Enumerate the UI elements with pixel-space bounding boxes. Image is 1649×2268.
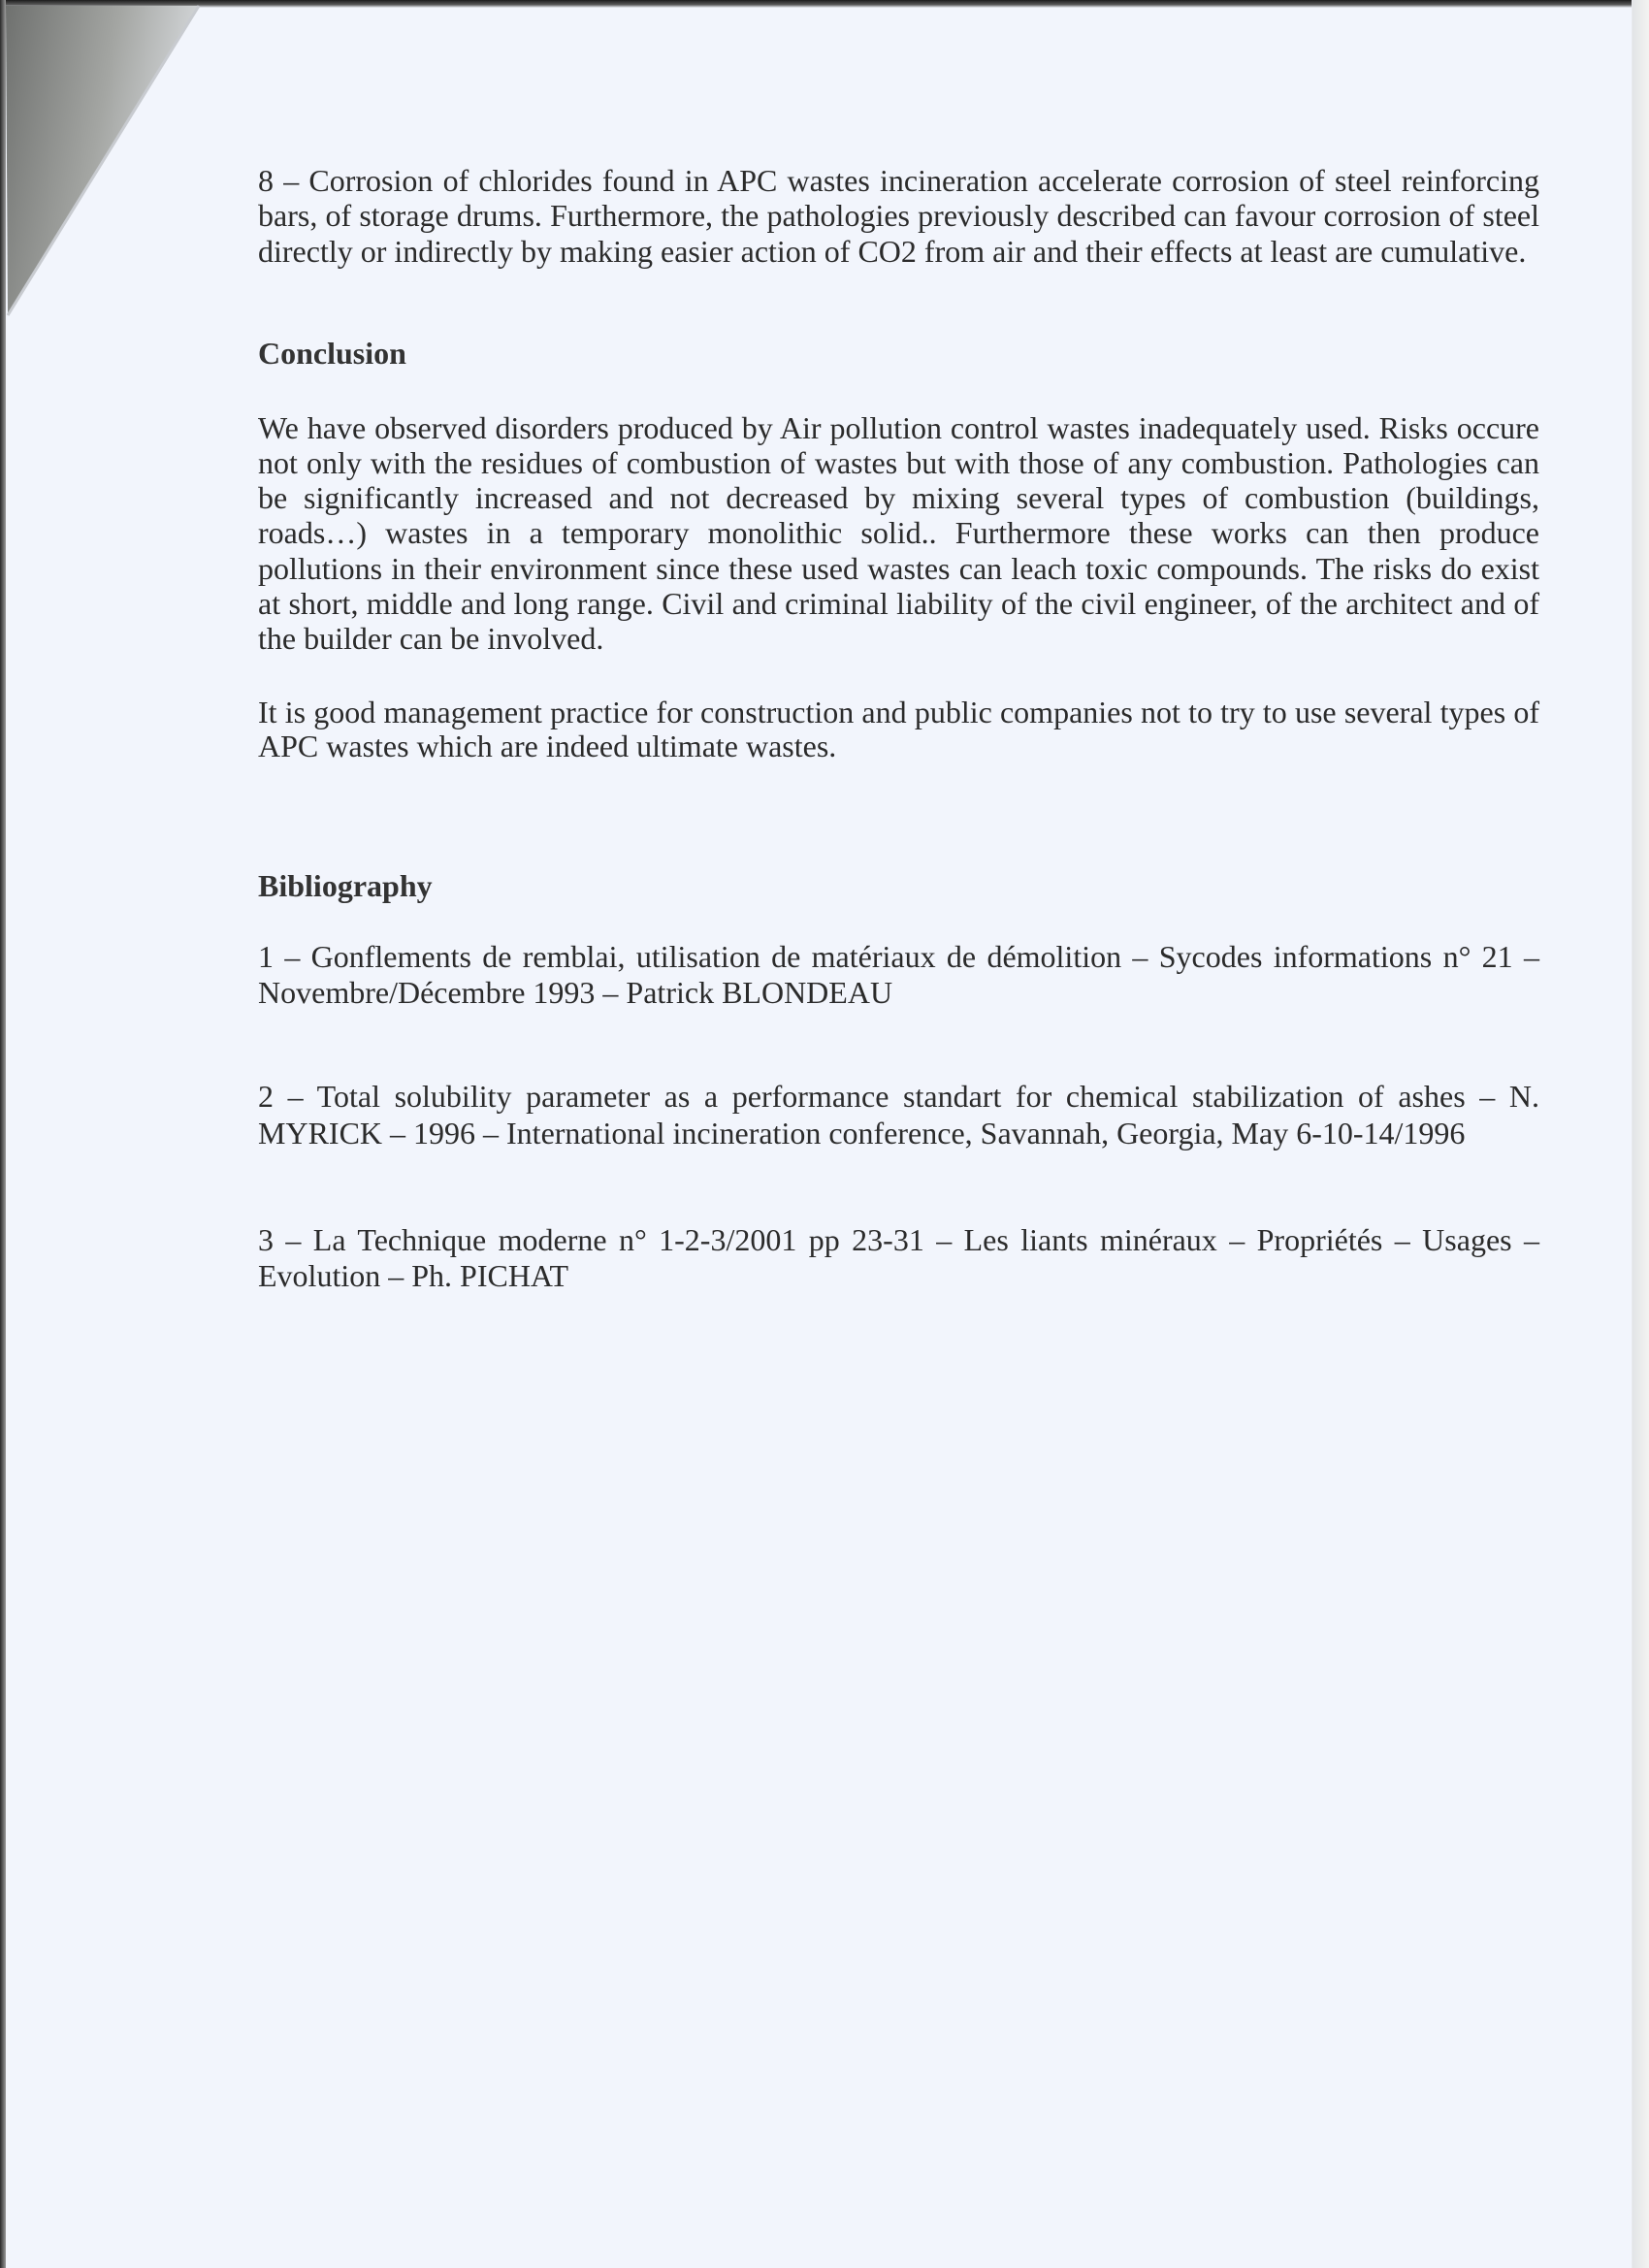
text-line: bars, of storage drums. Furthermore, the pathologies previously described can favour corrosion of steel [258, 198, 1539, 233]
text-line: 8 – Corrosion of chlorides found in APC wastes incineration accelerate corrosion of steel reinforcing [258, 163, 1539, 198]
text-line: 2 – Total solubility parameter as a performance standart for chemical stabilization of ashes – N. [258, 1079, 1539, 1114]
text-line: not only with the residues of combustion of wastes but with those of any combustion. Pathologies can [258, 445, 1539, 480]
text-line: MYRICK – 1996 – International incineration conference, Savannah, Georgia, May 6-10-14/1996 [258, 1116, 1466, 1150]
scanner-top-edge [0, 0, 1649, 8]
text-line: We have observed disorders produced by Air pollution control wastes inadequately used. Risks occure [258, 410, 1539, 445]
bibliography-heading: Bibliography [258, 868, 433, 903]
text-line: be significantly increased and not decreased by mixing several types of combustion (buildings, [258, 480, 1539, 515]
text-line: roads…) wastes in a temporary monolithic solid.. Furthermore these works can then produce [258, 515, 1539, 550]
text-line: directly or indirectly by making easier action of CO2 from air and their effects at least are cumulative. [258, 234, 1527, 269]
text-line: the builder can be involved. [258, 621, 604, 656]
scanner-left-edge [0, 0, 6, 2268]
text-line: 1 – Gonflements de remblai, utilisation de matériaux de démolition – Sycodes informations n° 21 – [258, 939, 1539, 974]
text-line: APC wastes which are indeed ultimate wastes. [258, 729, 837, 763]
text-line: It is good management practice for construction and public companies not to try to use several types of [258, 695, 1539, 729]
text-line: pollutions in their environment since these used wastes can leach toxic compounds. The risks do exist [258, 551, 1539, 586]
text-line: Evolution – Ph. PICHAT [258, 1258, 569, 1293]
page-right-edge [1632, 0, 1649, 2268]
folded-corner-shadow [0, 0, 204, 320]
text-line: at short, middle and long range. Civil and criminal liability of the civil engineer, of the architect and of [258, 586, 1539, 621]
conclusion-heading: Conclusion [258, 336, 406, 371]
text-line: 3 – La Technique moderne n° 1-2-3/2001 pp 23-31 – Les liants minéraux – Propriétés – Usages – [258, 1222, 1539, 1257]
text-line: Novembre/Décembre 1993 – Patrick BLONDEAU [258, 975, 893, 1010]
